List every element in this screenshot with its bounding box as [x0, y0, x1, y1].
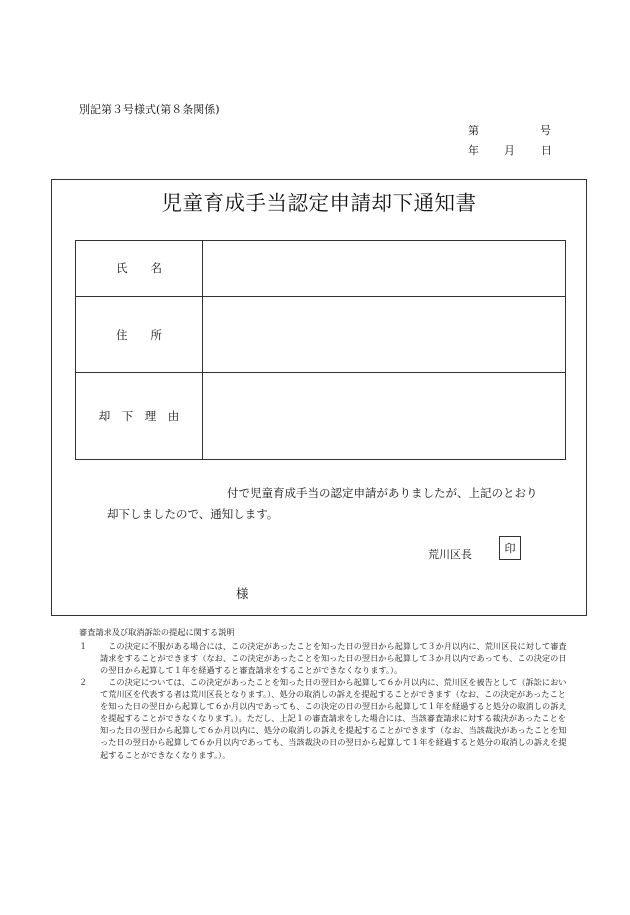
seal-label: 印	[504, 542, 516, 555]
rejection-reason-label: 却 下 理 由	[98, 409, 180, 423]
applicant-table	[75, 240, 566, 460]
notice-body-line-2: 却下しましたので、通知します。	[107, 507, 279, 521]
note-text: この決定に不服がある場合には、この決定があったことを知った日の翌日から起算して３か月以内に、荒川区長に対して審査請求をすることができます（なお、この決定があったことを知った日の翌日から起算して３か月以内であっても、この決定の日の翌日から起算して１年を経過すると審査請求をすることができなくなります。）。	[100, 641, 567, 676]
note-number: ２	[79, 677, 88, 687]
notes-title: 審査請求及び取消訴訟の提起に関する説明	[79, 627, 235, 637]
seal-box	[499, 536, 521, 560]
table-row-divider	[76, 296, 565, 297]
document-number-suffix: 号	[540, 124, 551, 137]
date-year-label: 年	[468, 144, 479, 157]
date-day-label: 日	[541, 144, 552, 157]
issuer-name: 荒川区長	[428, 548, 472, 561]
table-row-divider	[76, 372, 565, 373]
notice-body-line-1: 付で児童育成手当の認定申請がありましたが、上記のとおり	[227, 486, 538, 500]
document-number-prefix: 第	[468, 124, 479, 137]
note-text: この決定については、この決定があったことを知った日の翌日から起算して６か月以内に、荒川区を被告として（訴訟において荒川区を代表する者は荒川区長となります。）、処分の取消しの訴えを提起することができます（なお、この決定があったことを知った日の翌日から起算して６か月以内であっても、この決定の日の翌日から起算して１年を経過すると処分の取消しの訴えを提起することができなくなります。）。ただし、上記１の審査請求をした場合には、当該審査請求に対する裁決があったことを知った日の翌日から起算して６か月以内に、処分の取消しの訴えを提起することができます（なお、当該裁決があったことを知った日の翌日から起算して６か月以内であっても、当該裁決の日の翌日から起算して１年を経過すると処分の取消しの訴えを提起することができなくなります。）。	[100, 677, 567, 760]
document-title: 児童育成手当認定申請却下通知書	[161, 191, 477, 215]
addressee-honorific: 様	[236, 586, 249, 601]
address-label: 住 所	[116, 328, 162, 342]
note-item	[79, 640, 574, 680]
date-month-label: 月	[504, 144, 515, 157]
note-item	[79, 676, 574, 760]
note-number: １	[79, 641, 88, 651]
name-label: 氏 名	[116, 261, 162, 275]
form-id: 別記第３号様式(第８条関係)	[79, 103, 220, 116]
table-column-divider	[202, 241, 203, 459]
